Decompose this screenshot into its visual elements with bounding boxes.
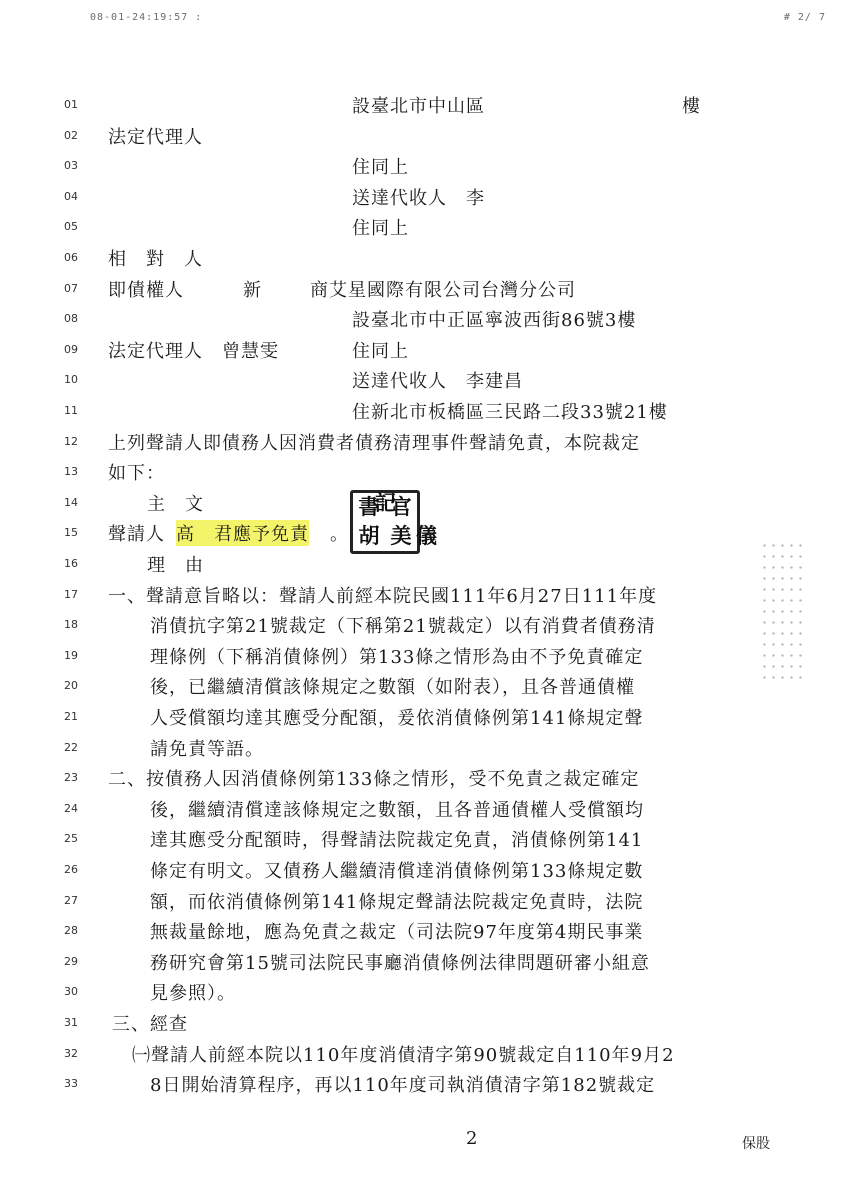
- line-text: 住同上: [352, 218, 409, 240]
- document-line: [0, 612, 848, 642]
- line-text: 務研究會第15號司法院民事廳消債條例法律問題研審小組意: [150, 952, 650, 974]
- line-number: 06: [64, 251, 78, 264]
- document-line: [0, 214, 848, 244]
- scan-speckle: [760, 540, 808, 680]
- line-text: 商艾星國際有限公司台灣分公司: [310, 279, 576, 301]
- line-number: 30: [64, 985, 78, 999]
- page-number: 2: [466, 1128, 478, 1149]
- line-number: 31: [64, 1016, 78, 1029]
- line-number: 13: [64, 465, 78, 479]
- document-line: [0, 367, 848, 397]
- court-division-label: 保股: [742, 1136, 770, 1152]
- line-number: 22: [64, 740, 78, 754]
- line-text: 理 由: [147, 555, 204, 576]
- document-line: [0, 551, 848, 581]
- line-number: 33: [64, 1077, 78, 1091]
- line-text: 請免責等語。: [150, 738, 264, 760]
- document-line: [0, 582, 848, 612]
- line-number: 32: [64, 1046, 78, 1060]
- document-line: [0, 184, 848, 214]
- line-number: 26: [64, 863, 78, 876]
- line-text: 樓: [682, 96, 701, 117]
- line-number: 27: [64, 893, 78, 907]
- line-number: 03: [64, 159, 78, 173]
- document-line: [0, 796, 848, 826]
- line-number: 04: [64, 189, 78, 203]
- document-line: [0, 888, 848, 918]
- line-text: 後，已繼續清償該條規定之數額（如附表），且各普通債權: [150, 677, 635, 699]
- line-text: 見參照）。: [150, 983, 236, 1005]
- document-line: [0, 857, 848, 887]
- line-text: 住新北市板橋區三民路二段33號21樓: [352, 402, 668, 423]
- line-number: 15: [64, 526, 78, 540]
- stamp-char: 美: [390, 523, 412, 548]
- line-text: 一、聲請意旨略以：聲請人前經本院民國111年6月27日111年度: [108, 585, 658, 607]
- line-text: 後，繼續清償達該條規定之數額，且各普通債權人受償額均: [150, 799, 644, 821]
- stamp-char: 書: [358, 494, 380, 519]
- document-line: [0, 459, 848, 489]
- stamp-char: 儀: [416, 523, 437, 548]
- line-number: 12: [64, 434, 78, 448]
- line-text: 相 對 人: [108, 249, 203, 270]
- line-number: 11: [64, 404, 78, 417]
- line-number: 28: [64, 924, 78, 938]
- stamp-char: 官: [390, 494, 412, 519]
- line-number: 21: [64, 710, 78, 723]
- line-number: 07: [64, 281, 78, 295]
- line-number: 01: [64, 98, 78, 111]
- line-number: 05: [64, 220, 78, 234]
- document-line: [0, 765, 848, 795]
- line-text: 人受償額均達其應受分配額，爰依消債條例第141條規定聲: [150, 708, 644, 729]
- document-line: [0, 979, 848, 1009]
- document-line: [0, 949, 848, 979]
- line-number: 02: [64, 128, 78, 142]
- document-line: [0, 826, 848, 856]
- document-line: [0, 245, 848, 275]
- line-text: 二、按債務人因消債條例第133條之情形，受不免責之裁定確定: [108, 769, 640, 791]
- document-line: [0, 337, 848, 367]
- line-text: 設臺北市中正區寧波西街86號3樓: [352, 310, 637, 332]
- document-line: [0, 306, 848, 336]
- line-text: 三、經查: [112, 1014, 188, 1035]
- line-text: 送達代收人 李: [352, 187, 485, 209]
- line-text: 上列聲請人即債務人因消費者債務清理事件聲請免責，本院裁定: [108, 432, 640, 454]
- document-line: [0, 276, 848, 306]
- line-text: 條定有明文。又債務人繼續清償達消債條例第133條規定數: [150, 861, 644, 882]
- highlighted-text: 高 君應予免責: [176, 520, 309, 546]
- line-number: 16: [64, 557, 78, 570]
- line-text: 設臺北市中山區: [352, 96, 485, 117]
- line-text: ㈠聲請人前經本院以110年度消債清字第90號裁定自110年9月2: [132, 1044, 675, 1066]
- line-text: 住同上: [352, 157, 409, 179]
- line-number: 25: [64, 832, 78, 846]
- stamp-char: 胡: [358, 523, 380, 548]
- line-text: 送達代收人 李建昌: [352, 371, 523, 393]
- document-line: [0, 490, 848, 520]
- line-text: 。: [330, 524, 349, 546]
- line-number: 23: [64, 771, 78, 785]
- line-text: 住同上: [352, 340, 409, 362]
- line-text: 新: [243, 279, 262, 301]
- line-text: 如下：: [108, 463, 165, 485]
- line-number: 10: [64, 373, 78, 387]
- document-line: [0, 1010, 848, 1040]
- line-text: 8日開始清算程序，再以110年度司執消債清字第182號裁定: [150, 1075, 656, 1097]
- line-text: 即債權人: [108, 279, 184, 301]
- fax-header-timestamp: 08-01-24:19:57 :: [90, 12, 203, 23]
- document-line: [0, 123, 848, 153]
- line-text: 主 文: [147, 493, 204, 515]
- line-text: 理條例（下稱消債條例）第133條之情形為由不予免責確定: [150, 646, 644, 668]
- line-number: 29: [64, 954, 78, 968]
- document-line: [0, 398, 848, 428]
- document-line: [0, 92, 848, 122]
- document-line: [0, 429, 848, 459]
- line-number: 24: [64, 801, 78, 815]
- clerk-seal-stamp: [350, 490, 437, 554]
- document-line: [0, 153, 848, 183]
- line-number: 17: [64, 587, 78, 601]
- line-text: 達其應受分配額時，得聲請法院裁定免責，消債條例第141: [150, 830, 644, 852]
- line-text: 法定代理人 曾慧雯: [108, 340, 279, 362]
- line-number: 14: [64, 495, 78, 509]
- line-number: 18: [64, 618, 78, 632]
- document-line: [0, 735, 848, 765]
- line-text: 無裁量餘地，應為免責之裁定（司法院97年度第4期民事業: [150, 922, 644, 944]
- document-line: [0, 704, 848, 734]
- line-number: 19: [64, 648, 78, 662]
- fax-page-counter: # 2/ 7: [783, 12, 826, 23]
- line-text: 法定代理人: [108, 126, 203, 148]
- line-number: 20: [64, 679, 78, 693]
- document-line: [0, 1041, 848, 1071]
- document-line: [0, 1071, 848, 1101]
- line-text: 聲請人: [108, 524, 165, 546]
- line-number: 09: [64, 342, 78, 356]
- document-line: [0, 643, 848, 673]
- line-text: 額，而依消債條例第141條規定聲請法院裁定免責時，法院: [150, 891, 644, 913]
- line-number: 08: [64, 312, 78, 326]
- stamp-char: 記: [375, 490, 396, 515]
- line-text: 消債抗字第21號裁定（下稱第21號裁定）以有消費者債務清: [150, 616, 656, 638]
- document-line: [0, 673, 848, 703]
- document-line: [0, 918, 848, 948]
